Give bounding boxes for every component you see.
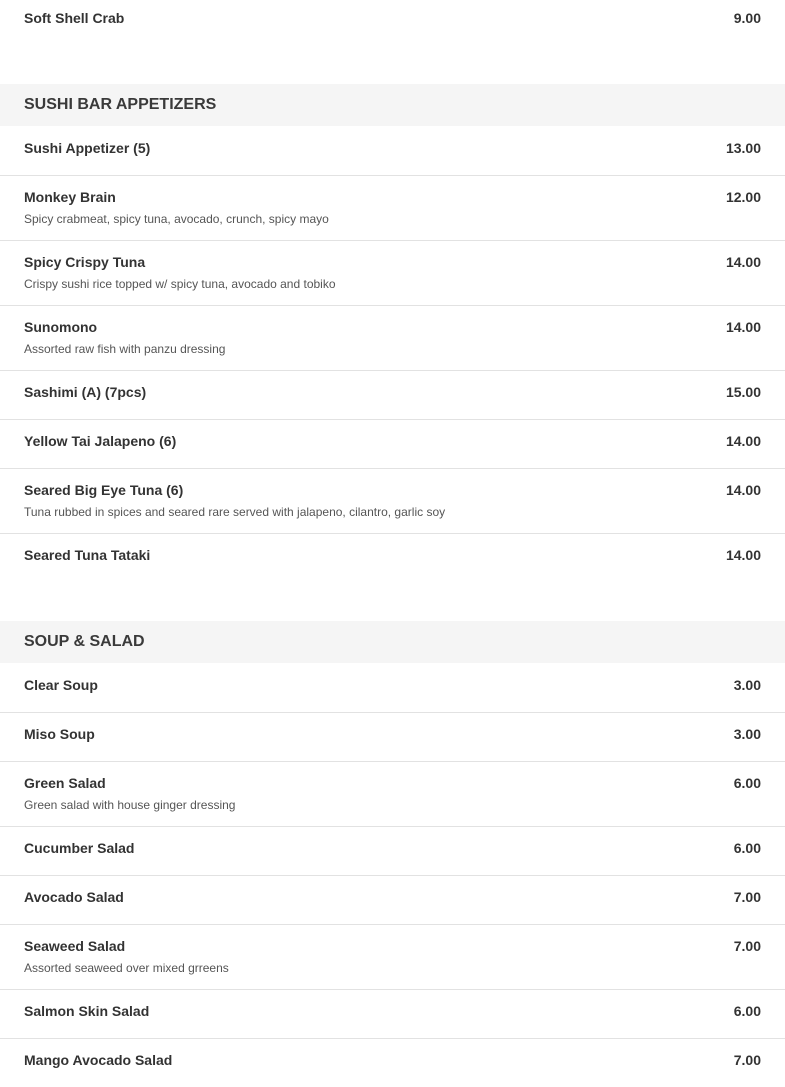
section-header-sushi-bar-appetizers	[0, 84, 785, 126]
item-name: Sunomono	[24, 319, 98, 335]
menu-item[interactable]	[0, 469, 785, 534]
item-description: Crispy sushi rice topped w/ spicy tuna, avocado and tobiko	[24, 277, 336, 291]
item-price: 14.00	[725, 254, 761, 270]
item-name: Monkey Brain	[24, 189, 116, 205]
item-price: 13.00	[725, 140, 761, 156]
menu-item[interactable]	[0, 1039, 785, 1087]
menu-item[interactable]	[0, 663, 785, 713]
item-name: Avocado Salad	[24, 889, 124, 905]
item-name: Seaweed Salad	[24, 938, 126, 954]
item-name: Green Salad	[24, 775, 106, 791]
item-name: Clear Soup	[24, 677, 98, 693]
menu-item[interactable]	[0, 762, 785, 827]
item-price: 14.00	[725, 319, 761, 335]
item-name: Spicy Crispy Tuna	[24, 254, 146, 270]
item-price: 6.00	[733, 840, 761, 856]
item-name: Soft Shell Crab	[24, 10, 125, 26]
menu-item[interactable]	[0, 126, 785, 176]
item-price: 7.00	[733, 889, 761, 905]
item-price: 14.00	[725, 433, 761, 449]
item-price: 7.00	[733, 938, 761, 954]
section-header-soup-and-salad	[0, 621, 785, 663]
menu-item-soft-shell-crab[interactable]	[0, 0, 785, 40]
menu-item[interactable]	[0, 176, 785, 241]
item-description: Green salad with house ginger dressing	[24, 798, 236, 812]
item-price: 15.00	[725, 384, 761, 400]
item-price: 14.00	[725, 547, 761, 563]
menu-item[interactable]	[0, 713, 785, 762]
item-price: 14.00	[725, 482, 761, 498]
item-price: 3.00	[733, 726, 761, 742]
menu-item[interactable]	[0, 534, 785, 583]
item-price: 6.00	[733, 1003, 761, 1019]
item-price: 6.00	[733, 775, 761, 791]
item-name: Seared Big Eye Tuna (6)	[24, 482, 184, 498]
menu-item[interactable]	[0, 306, 785, 371]
item-name: Cucumber Salad	[24, 840, 135, 856]
item-description: Spicy crabmeat, spicy tuna, avocado, crunch, spicy mayo	[24, 212, 329, 226]
menu-item[interactable]	[0, 827, 785, 876]
item-price: 7.00	[733, 1052, 761, 1068]
item-name: Mango Avocado Salad	[24, 1052, 173, 1068]
section-title: SOUP & SALAD	[24, 633, 145, 650]
item-name: Yellow Tai Jalapeno (6)	[24, 433, 177, 449]
item-price: 12.00	[725, 189, 761, 205]
item-name: Sushi Appetizer (5)	[24, 140, 151, 156]
item-description: Assorted seaweed over mixed grreens	[24, 961, 229, 975]
item-name: Miso Soup	[24, 726, 95, 742]
item-price: 3.00	[733, 677, 761, 693]
item-name: Sashimi (A) (7pcs)	[24, 384, 147, 400]
menu-item[interactable]	[0, 876, 785, 925]
menu-item[interactable]	[0, 990, 785, 1039]
menu-item[interactable]	[0, 925, 785, 990]
item-price: 9.00	[733, 10, 761, 26]
menu-item[interactable]	[0, 420, 785, 469]
menu-item[interactable]	[0, 371, 785, 420]
menu-item[interactable]	[0, 241, 785, 306]
item-name: Salmon Skin Salad	[24, 1003, 150, 1019]
item-description: Tuna rubbed in spices and seared rare served with jalapeno, cilantro, garlic soy	[24, 505, 446, 519]
section-title: SUSHI BAR APPETIZERS	[24, 96, 217, 113]
item-name: Seared Tuna Tataki	[24, 547, 151, 563]
item-description: Assorted raw fish with panzu dressing	[24, 342, 226, 356]
